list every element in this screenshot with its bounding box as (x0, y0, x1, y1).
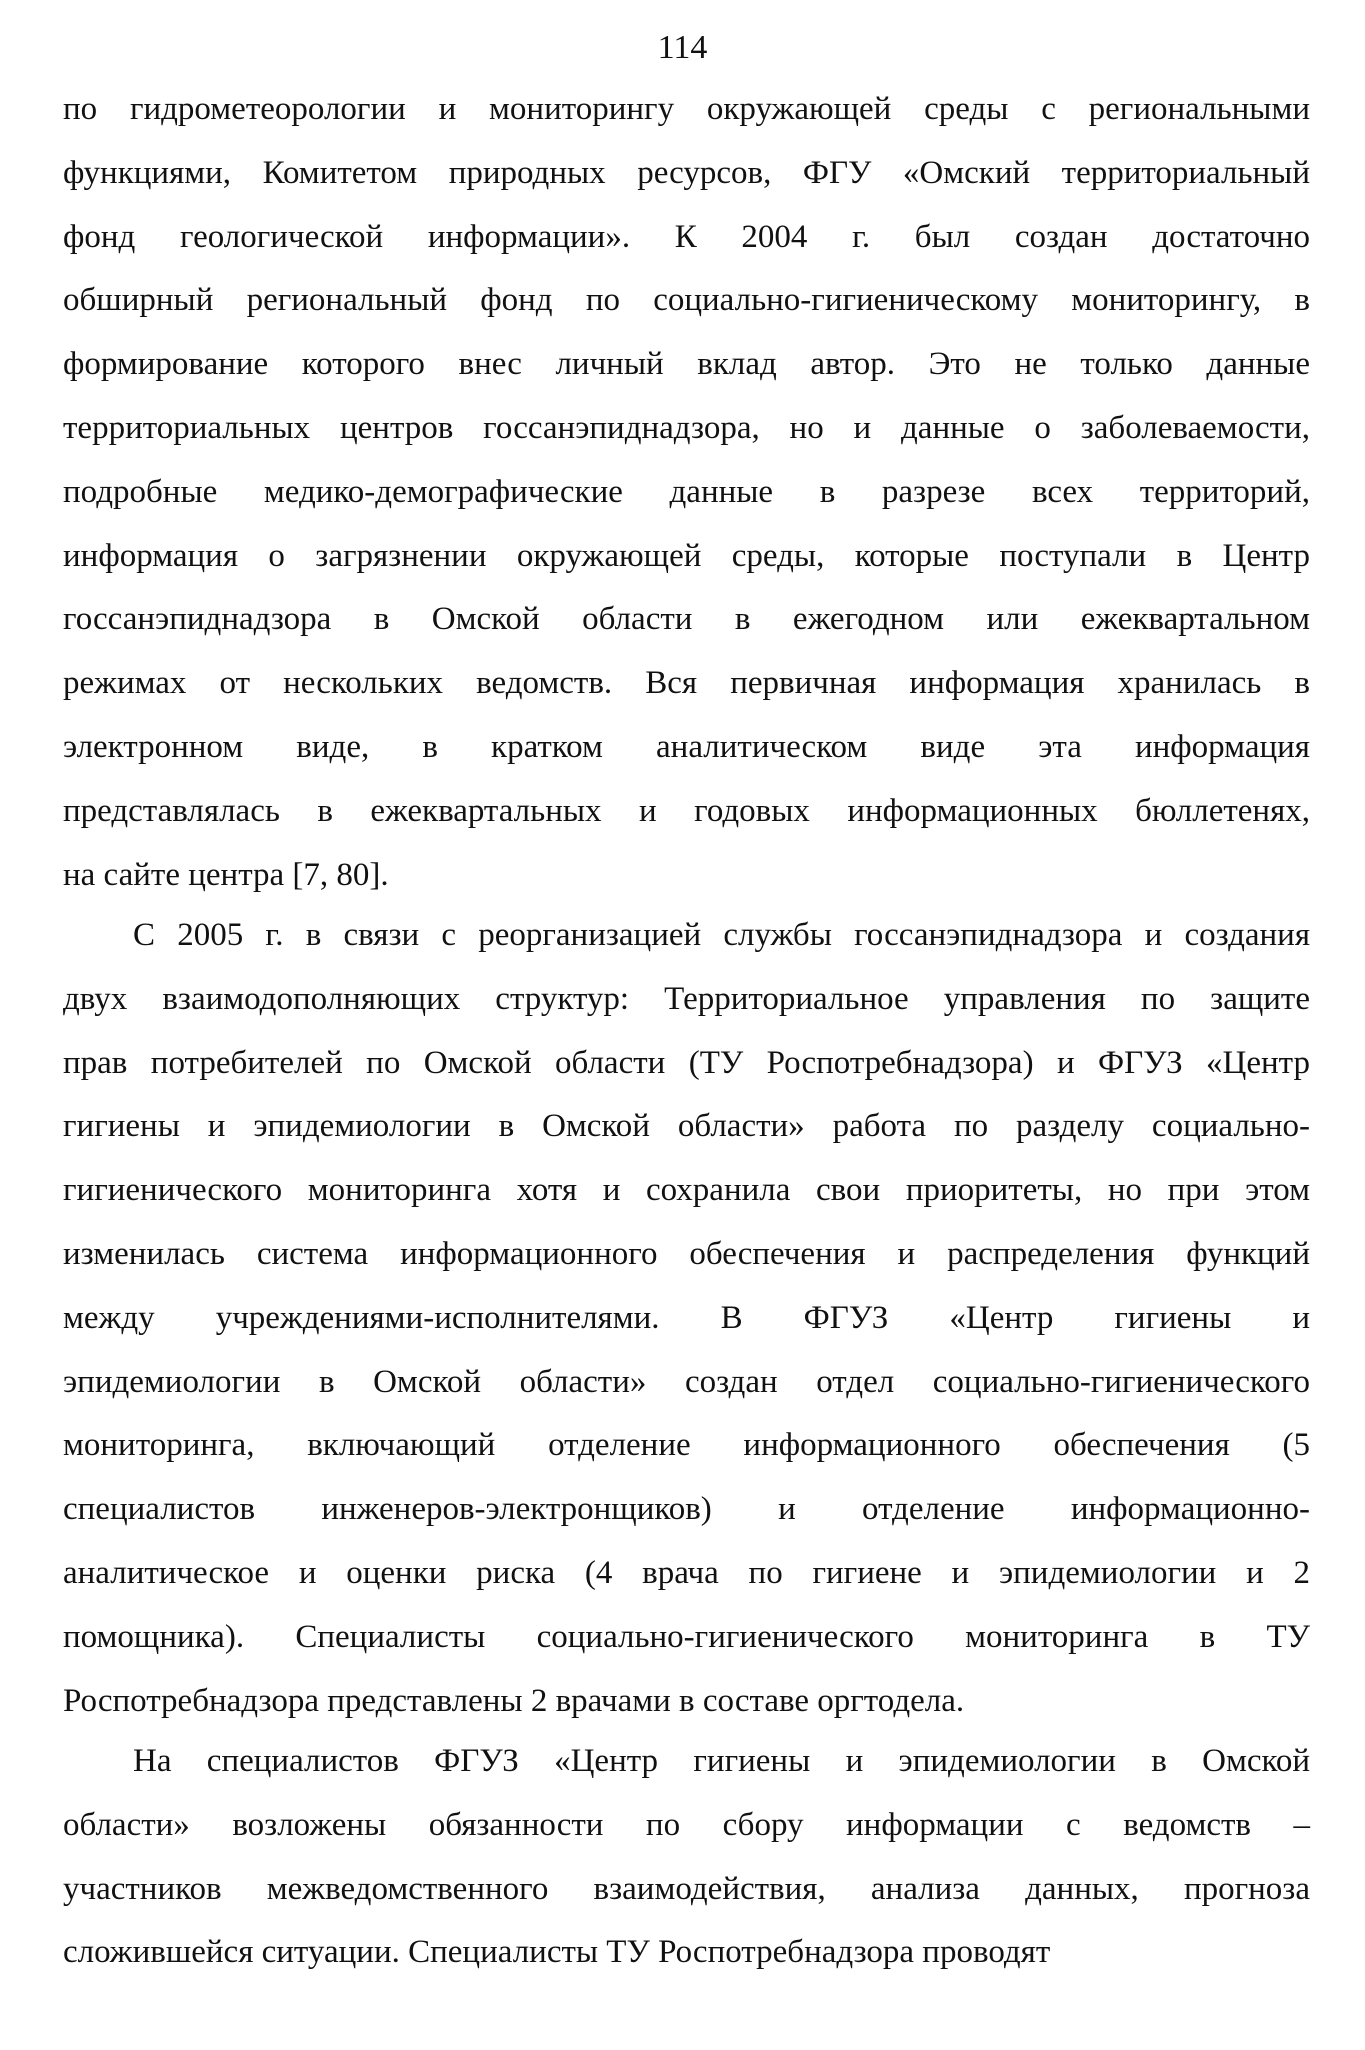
text-line: режимах от нескольких ведомств. Вся первичная информация хранилась в (63, 665, 1310, 702)
text-line: формирование которого внес личный вклад автор. Это не только данные (63, 346, 1310, 383)
text-line: мониторинга, включающий отделение информационного обеспечения (5 (63, 1427, 1310, 1464)
text-line: подробные медико-демографические данные в разрезе всех территорий, (63, 473, 1310, 510)
text-line: гигиенического мониторинга хотя и сохранила свои приоритеты, но при этом (63, 1172, 1310, 1209)
text-line: на сайте центра [7, 80]. (63, 856, 389, 893)
text-line: эпидемиологии в Омской области» создан отдел социально-гигиенического (63, 1363, 1310, 1400)
text-line: по гидрометеорологии и мониторингу окружающей среды с региональными (63, 91, 1310, 127)
text-line: фонд геологической информации». К 2004 г. был создан достаточно (63, 218, 1310, 255)
text-line: изменилась система информационного обеспечения и распределения функций (63, 1235, 1310, 1272)
text-line: участников межведомственного взаимодействия, анализа данных, прогноза (63, 1870, 1310, 1907)
text-line: представлялась в ежеквартальных и годовых информационных бюллетенях, (63, 792, 1310, 829)
text-line: обширный региональный фонд по социально-гигиеническому мониторингу, в (63, 282, 1310, 319)
text-line: электронном виде, в кратком аналитическом виде эта информация (63, 728, 1310, 765)
text-line: между учреждениями-исполнителями. В ФГУЗ «Центр гигиены и (63, 1299, 1310, 1336)
text-line: Роспотребнадзора представлены 2 врачами в составе оргтодела. (63, 1682, 965, 1719)
text-line: госсанэпиднадзора в Омской области в ежегодном или ежеквартальном (63, 601, 1310, 638)
text-line: информация о загрязнении окружающей среды, которые поступали в Центр (63, 537, 1310, 574)
paragraph-1 (63, 78, 1310, 907)
text-line: С 2005 г. в связи с реорганизацией службы госсанэпиднадзора и создания (133, 917, 1310, 953)
text-line: области» возложены обязанности по сбору информации с ведомств – (63, 1806, 1310, 1843)
text-line: двух взаимодополняющих структур: Территориальное управления по защите (63, 980, 1310, 1017)
text-line: функциями, Комитетом природных ресурсов, ФГУ «Омский территориальный (63, 154, 1310, 191)
text-line: гигиены и эпидемиологии в Омской области» работа по разделу социально- (63, 1108, 1310, 1145)
text-line: специалистов инженеров-электронщиков) и отделение информационно- (63, 1491, 1310, 1528)
paragraph-2 (63, 904, 1310, 1733)
text-line: аналитическое и оценки риска (4 врача по гигиене и эпидемиологии и 2 (63, 1554, 1310, 1591)
page-number: 114 (657, 29, 708, 66)
text-line: помощника). Специалисты социально-гигиенического мониторинга в ТУ (63, 1618, 1310, 1655)
text-line: На специалистов ФГУЗ «Центр гигиены и эпидемиологии в Омской (133, 1743, 1310, 1779)
text-line: прав потребителей по Омской области (ТУ Роспотребнадзора) и ФГУЗ «Центр (63, 1044, 1310, 1081)
text-line: территориальных центров госсанэпиднадзора, но и данные о заболеваемости, (63, 409, 1310, 446)
text-line: сложившейся ситуации. Специалисты ТУ Роспотребнадзора проводят (63, 1934, 1051, 1971)
paragraph-3 (63, 1730, 1310, 1985)
